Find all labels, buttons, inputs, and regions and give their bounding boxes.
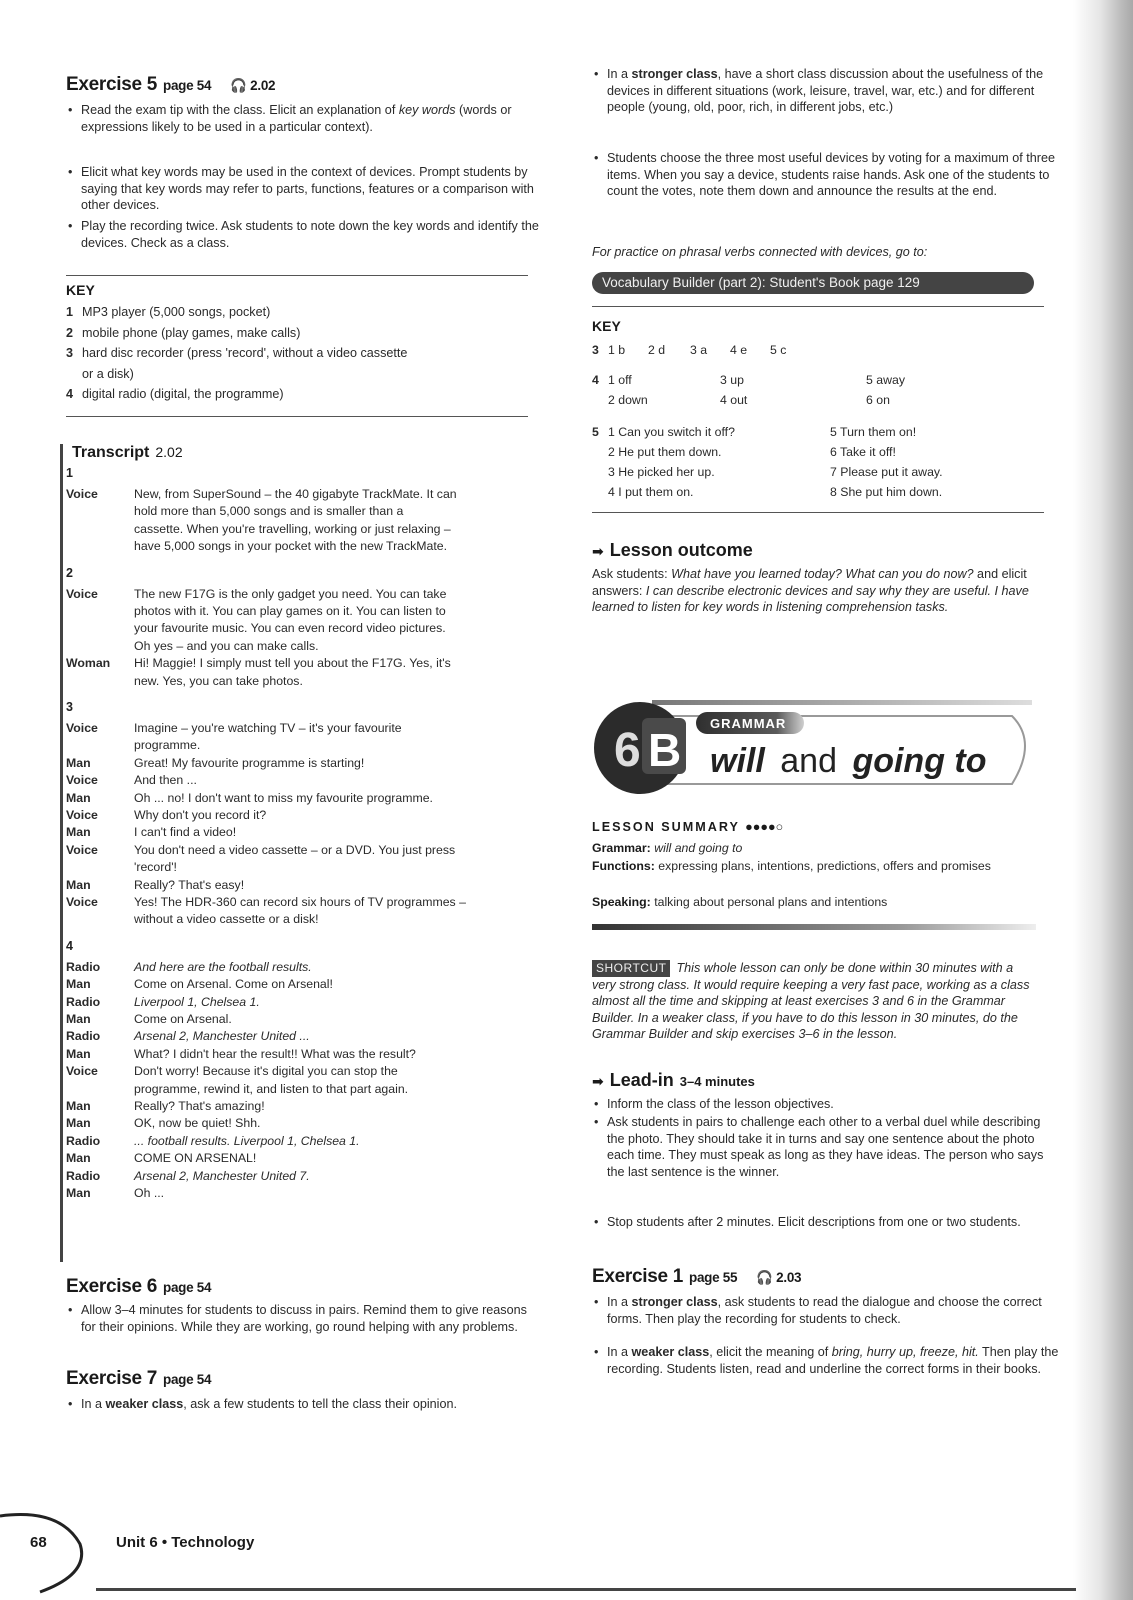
transcript-line: Man What? I didn't hear the result!! What was the result? [66, 1046, 416, 1061]
banner-unit-number: 6 [614, 724, 641, 777]
key-item: 1 MP3 player (5,000 songs, pocket) [66, 305, 271, 319]
transcript-line: Man Really? That's amazing! [66, 1099, 265, 1113]
transcript-line: Voice Yes! The HDR-360 can record six hours of TV programmes – [66, 895, 466, 909]
ex5-bullet: • Elicit what key words may be used in the context of devices. Prompt students by saying that key words may refer to parts, functions, features or a comparison with other devices. [66, 164, 541, 214]
key-item: 2 down [608, 393, 648, 407]
summary-functions: Functions: expressing plans, intentions, predictions, offers and promises [592, 859, 991, 873]
transcript-line: have 5,000 songs in your pocket with the new TrackMate. [134, 539, 448, 554]
transcript-line: Voice The new F17G is the only gadget you need. You can take [66, 586, 447, 601]
key-item: 5 [592, 425, 599, 439]
key-item: 3 [592, 343, 599, 357]
footer-swoosh [0, 1504, 120, 1594]
transcript-line: hold more than 5,000 songs and is smaller than a [134, 504, 404, 519]
transcript-line: Man Come on Arsenal. Come on Arsenal! [66, 977, 333, 992]
right-bullet: • In a stronger class, have a short class discussion about the usefulness of the devices in different situations (work, leisure, travel, war, etc.) and for different people (young, old, poor, rich, in different jobs, etc.) [592, 66, 1059, 116]
transcript-line: without a video cassette or a disk! [134, 912, 319, 927]
exercise-1-heading: Exercise 1 page 55 🎧 2.03 [592, 1266, 802, 1287]
transcript-line: Man Come on Arsenal. [66, 1012, 232, 1026]
transcript-line: Man Oh ... [66, 1186, 165, 1200]
phrasal-verbs-note: For practice on phrasal verbs connected with devices, go to: [592, 245, 928, 259]
key-item: or a disk) [82, 366, 134, 381]
banner-title: will and going to [710, 742, 987, 780]
grammar-tag: GRAMMAR [710, 716, 787, 731]
transcript-line: programme. [134, 738, 201, 753]
key-item: 5 c [770, 343, 787, 357]
key-item: 7 Please put it away. [830, 465, 943, 479]
divider [592, 512, 1044, 513]
transcript-line: Voice Imagine – you're watching TV – it's your favourite [66, 721, 402, 735]
summary-grammar: Grammar: will and going to [592, 841, 743, 855]
summary-divider [592, 924, 1036, 930]
key-item: 3 up [720, 373, 744, 387]
transcript-line: Voice Don't worry! Because it's digital you can stop the [66, 1064, 398, 1079]
vocabulary-builder-link[interactable]: Vocabulary Builder (part 2): Student's Book page 129 [592, 272, 1034, 294]
transcript-line: cassette. When you're travelling, working or just relaxing – [134, 521, 451, 536]
key-item: 1 Can you switch it off? [608, 425, 735, 439]
exercise-7-heading: Exercise 7 page 54 [66, 1368, 212, 1389]
divider [66, 416, 528, 417]
ex1-bullet: • In a weaker class, elicit the meaning of bring, hurry up, freeze, hit. Then play the recording. Students listen, read and underline the correct forms in their books. [592, 1344, 1059, 1377]
page-number: 68 [30, 1534, 47, 1551]
banner-letter: B [648, 724, 682, 776]
transcript-line: Voice You don't need a video cassette – or a DVD. You just press [66, 842, 456, 857]
page-edge-shadow [1073, 0, 1133, 1600]
footer-unit: Unit 6 • Technology [116, 1534, 255, 1551]
transcript-line: Man Oh ... no! I don't want to miss my favourite programme. [66, 790, 433, 805]
lesson-outcome-heading: ➡ Lesson outcome [592, 540, 753, 560]
lead-in-bullet: • Ask students in pairs to challenge each other to a verbal duel while describing the photo. They should take it in turns and say one sentence about the photo each time. They must speak as long as they have ideas. The person who says the last sentence is the winner. [592, 1114, 1059, 1180]
transcript-side-bar [60, 444, 63, 1262]
key-item: 2 mobile phone (play games, make calls) [66, 325, 301, 340]
lead-in-bullet: • Inform the class of the lesson objectives. [592, 1096, 1059, 1113]
ex1-bullet: • In a stronger class, ask students to read the dialogue and choose the correct forms. Then play the recording for students to check. [592, 1294, 1059, 1327]
rating-dots: ●●●●○ [745, 820, 784, 834]
key-item: 2 d [648, 343, 666, 357]
key-item: 6 on [866, 393, 890, 407]
right-bullet: • Students choose the three most useful devices by voting for a maximum of three items. When you say a device, students raise hands. Ask one of the students to count the votes, note them down and announce the results at the end. [592, 150, 1059, 200]
transcript-line: Radio Arsenal 2, Manchester United ... [66, 1029, 310, 1044]
transcript-line: your favourite music. You can even record video pictures. [134, 621, 446, 636]
key-item: 2 He put them down. [608, 445, 722, 459]
ex5-bullet: • Play the recording twice. Ask students to note down the key words and identify the devices. Check as a class. [66, 218, 541, 251]
lead-in-bullet: • Stop students after 2 minutes. Elicit descriptions from one or two students. [592, 1214, 1059, 1231]
transcript-line: photos with it. You can play games on it. You can listen to [134, 604, 446, 618]
arrow-right-icon: ➡ [592, 1073, 604, 1089]
exercise-6-heading: Exercise 6 page 54 [66, 1276, 212, 1297]
shortcut-tag: SHORTCUT [592, 960, 670, 977]
key-item: 4 I put them on. [608, 485, 694, 499]
key-item: 8 She put him down. [830, 485, 943, 499]
transcript-line: Man I can't find a video! [66, 825, 237, 840]
transcript-line: Man Really? That's easy! [66, 877, 245, 892]
transcript-line: new. Yes, you can take photos. [134, 673, 303, 688]
key-item: 5 Turn them on! [830, 425, 917, 439]
key-title: KEY [66, 282, 95, 298]
key-title: KEY [592, 318, 621, 334]
transcript-line: Radio ... football results. Liverpool 1, Chelsea 1. [66, 1133, 360, 1148]
ex7-bullet: • In a weaker class, ask a few students to tell the class their opinion. [66, 1396, 541, 1413]
divider [66, 275, 528, 276]
transcript-line: Voice And then ... [66, 773, 197, 788]
transcript-line: Oh yes – and you can make calls. [134, 638, 319, 653]
transcript-line: Voice New, from SuperSound – the 40 gigabyte TrackMate. It can [66, 487, 457, 501]
summary-speaking: Speaking: talking about personal plans and intentions [592, 895, 888, 909]
key-item: 4 e [730, 343, 748, 357]
lesson-banner [592, 688, 1040, 796]
key-item: 3 He picked her up. [608, 465, 715, 479]
transcript-section-number: 1 [66, 466, 73, 480]
transcript-line: Man Great! My favourite programme is starting! [66, 755, 365, 770]
transcript-line: Man OK, now be quiet! Shh. [66, 1116, 261, 1131]
key-item: 4 out [720, 393, 748, 407]
transcript-line: Woman Hi! Maggie! I simply must tell you about the F17G. Yes, it's [66, 656, 451, 671]
transcript-section-number: 2 [66, 565, 73, 580]
exercise-5-heading: Exercise 5 page 54 🎧 2.02 [66, 74, 276, 95]
transcript-line: 'record'! [134, 860, 177, 875]
transcript-line: programme, rewind it, and listen to that part again. [134, 1081, 409, 1096]
key-item: 5 away [866, 373, 905, 387]
lesson-summary-title: LESSON SUMMARY ●●●●○ [592, 820, 784, 834]
transcript-line: Man COME ON ARSENAL! [66, 1151, 257, 1166]
headphones-icon: 🎧 [230, 78, 247, 93]
transcript-section-number: 4 [66, 938, 73, 953]
key-item: 3 a [690, 343, 708, 357]
headphones-icon: 🎧 [756, 1270, 773, 1285]
lead-in-heading: ➡ Lead-in 3–4 minutes [592, 1070, 755, 1090]
transcript-line: Radio And here are the football results. [66, 959, 312, 974]
transcript-section-number: 3 [66, 700, 73, 714]
ex6-bullet: • Allow 3–4 minutes for students to discuss in pairs. Remind them to give reasons for their opinions. While they are working, go round helping with any problems. [66, 1302, 541, 1335]
key-item: 3 hard disc recorder (press 'record', without a video cassette [66, 346, 408, 361]
transcript-title: Transcript 2.02 [72, 444, 183, 461]
transcript-line: Voice Why don't you record it? [66, 808, 267, 822]
divider [592, 306, 1044, 307]
transcript-line: Radio Liverpool 1, Chelsea 1. [66, 994, 260, 1009]
arrow-right-icon: ➡ [592, 543, 604, 559]
key-item: 1 b [608, 343, 626, 357]
transcript-line: Radio Arsenal 2, Manchester United 7. [66, 1168, 310, 1183]
lesson-outcome-text: Ask students: What have you learned today? What can you do now? and elicit answers: I can describe electronic devices and say why they are useful. I have learned to listen for key words in listening comprehension tasks. [592, 567, 1029, 615]
key-item: 4 digital radio (digital, the programme) [66, 387, 284, 402]
key-item: 4 [592, 373, 599, 387]
ex5-bullet: • Read the exam tip with the class. Elicit an explanation of key words (words or expressions likely to be used in a particular context). [66, 102, 541, 135]
key-item: 1 off [608, 373, 632, 387]
shortcut-note: SHORTCUT This whole lesson can only be done within 30 minutes with a very strong class. It would require keeping a very fast pace, working as a class almost all the time and skipping at least exercises 3 and 6 in the Grammar Builder. In a weaker class, if you have to do this lesson in 30 minutes, do the Grammar Builder and skip exercises 3–6 in the lesson. [592, 961, 1030, 1042]
footer-rule [96, 1588, 1076, 1591]
key-item: 6 Take it off! [830, 445, 896, 459]
banner-top-line [652, 700, 1032, 705]
